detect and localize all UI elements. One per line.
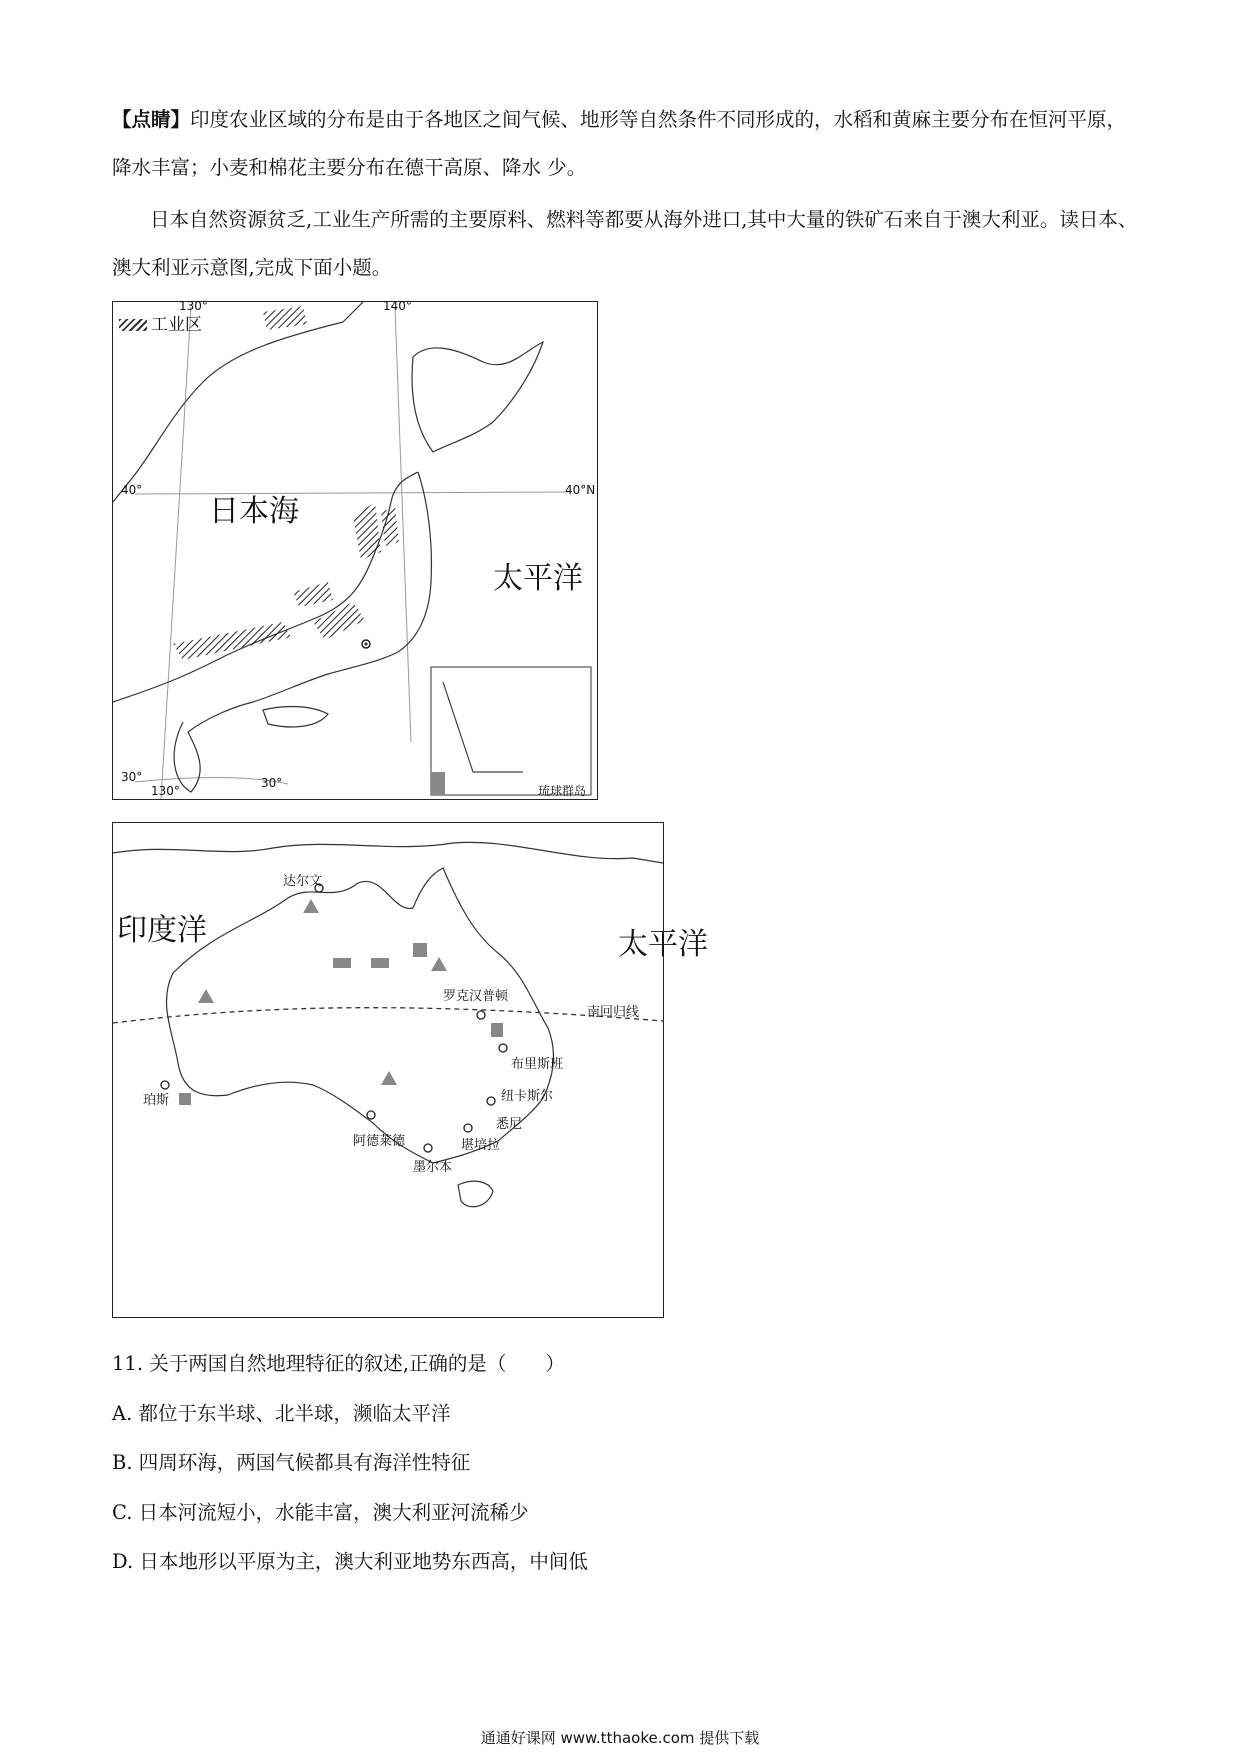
adelaide-dot bbox=[367, 1111, 375, 1119]
resource-triangle-2 bbox=[198, 989, 214, 1003]
lon130-bottom-label: 130° bbox=[151, 784, 180, 798]
meridian-130 bbox=[161, 307, 191, 799]
city-brisbane: 布里斯班 bbox=[511, 1057, 564, 1072]
parallel-40 bbox=[135, 492, 568, 494]
indian-ocean-label: 印度洋 bbox=[117, 913, 207, 948]
option-c[interactable]: C. 日本河流短小，水能丰富，澳大利亚河流稀少 bbox=[112, 1501, 529, 1524]
melbourne-dot bbox=[424, 1144, 432, 1152]
japan-map-drawing bbox=[113, 302, 597, 799]
legend-label: 工业区 bbox=[151, 315, 202, 335]
lat40-left-label: 40° bbox=[121, 483, 143, 497]
city-darwin: 达尔文 bbox=[283, 874, 323, 889]
canberra-dot bbox=[464, 1124, 472, 1132]
city-perth: 珀斯 bbox=[143, 1093, 170, 1108]
ryukyu-inset-land bbox=[431, 772, 445, 795]
resource-rect-4 bbox=[491, 1023, 503, 1037]
pacific-label-japan: 太平洋 bbox=[493, 561, 583, 596]
north-islands-coast bbox=[113, 842, 663, 863]
shikoku bbox=[263, 707, 328, 727]
option-b[interactable]: B. 四周环海，两国气候都具有海洋性特征 bbox=[112, 1451, 471, 1474]
legend-swatch-area bbox=[263, 306, 307, 330]
city-adelaide: 阿德莱德 bbox=[353, 1134, 406, 1149]
resource-triangle-3 bbox=[381, 1071, 397, 1085]
dianjing-paragraph bbox=[112, 96, 1142, 192]
dianjing-label: 【点睛】 bbox=[112, 108, 191, 131]
ryukyu-inset-label: 琉球群岛 bbox=[538, 784, 587, 798]
lat40-right-label: 40°N bbox=[565, 483, 596, 497]
australia-map bbox=[112, 822, 708, 1318]
resource-rect-1 bbox=[333, 958, 351, 968]
option-a[interactable]: A. 都位于东半球、北半球，濒临太平洋 bbox=[112, 1402, 451, 1425]
city-melbourne: 墨尔本 bbox=[413, 1160, 453, 1175]
resource-rect-2 bbox=[371, 958, 389, 968]
city-canberra: 堪培拉 bbox=[461, 1138, 501, 1153]
tropic-label: 南回归线 bbox=[587, 1005, 640, 1020]
city-sydney: 悉尼 bbox=[496, 1117, 523, 1132]
meridian-140 bbox=[395, 307, 411, 742]
rockhampton-dot bbox=[477, 1011, 485, 1019]
tropic-of-capricorn-line bbox=[113, 1008, 663, 1023]
city-newcastle: 纽卡斯尔 bbox=[501, 1089, 554, 1104]
legend-swatch bbox=[119, 319, 147, 331]
industrial-zone-4 bbox=[353, 502, 381, 560]
option-d[interactable]: D. 日本地形以平原为主，澳大利亚地势东西高，中间低 bbox=[112, 1550, 588, 1573]
australia-map-drawing bbox=[113, 823, 708, 1317]
japan-map bbox=[112, 301, 598, 800]
kyushu bbox=[174, 722, 200, 792]
question-stem: 11. 关于两国自然地理特征的叙述,正确的是（ ） bbox=[112, 1352, 565, 1375]
industrial-zone-2 bbox=[173, 622, 291, 660]
industrial-zone-5 bbox=[381, 507, 399, 546]
industrial-zone-3 bbox=[293, 582, 333, 607]
resource-triangle-1 bbox=[303, 899, 319, 913]
lon140-top-label: 140° bbox=[383, 299, 412, 313]
brisbane-dot bbox=[499, 1044, 507, 1052]
resource-triangle-4 bbox=[431, 957, 447, 971]
sydney-dot bbox=[487, 1097, 495, 1105]
resource-rect-5 bbox=[413, 943, 427, 957]
perth-dot bbox=[161, 1081, 169, 1089]
sea-of-japan-label: 日本海 bbox=[209, 494, 299, 529]
industrial-zone-1 bbox=[313, 602, 365, 640]
resource-rect-3 bbox=[179, 1093, 191, 1105]
lon130-top-label: 130° bbox=[179, 299, 208, 313]
lat30-left-label: 30° bbox=[121, 770, 143, 784]
legend-industrial-area bbox=[119, 310, 202, 335]
tokyo-marker-dot bbox=[365, 643, 368, 646]
lat30-mid-label: 30° bbox=[261, 776, 283, 790]
pacific-ocean-label: 太平洋 bbox=[618, 927, 708, 962]
ryukyu-inset-frame bbox=[431, 667, 591, 795]
page-footer: 通通好课网 www.tthaoke.com 提供下载 bbox=[480, 1729, 760, 1747]
dianjing-text: 印度农业区域的分布是由于各地区之间气候、地形等自然条件不同形成的，水稻和黄麻主要分布在恒河平原，降水丰富；小麦和棉花主要分布在德干高原、降水 少。 bbox=[112, 108, 1127, 179]
tasmania bbox=[458, 1181, 493, 1207]
hokkaido bbox=[412, 342, 543, 452]
intro-paragraph: 日本自然资源贫乏,工业生产所需的主要原料、燃料等都要从海外进口,其中大量的铁矿石来自于澳大利亚。读日本、澳大利亚示意图,完成下面小题。 bbox=[112, 208, 1138, 279]
city-rockhampton: 罗克汉普顿 bbox=[443, 989, 509, 1004]
